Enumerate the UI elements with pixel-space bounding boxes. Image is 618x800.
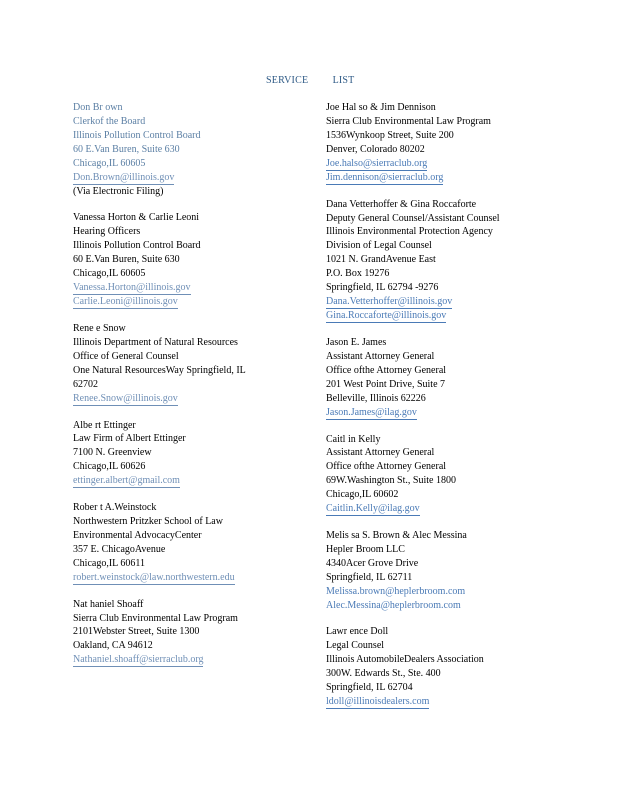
service-list-right-column (326, 101, 541, 722)
recipient-name: Albe rt Ettinger (73, 419, 136, 431)
recipient-name: Melis sa S. Brown & Alec Messina (326, 530, 467, 542)
recipient-title: Hearing Officers (73, 226, 141, 238)
recipient-address: One Natural ResourcesWay Springfield, IL (73, 364, 246, 376)
email-link[interactable]: ldoll@illinoisdealers.com (326, 696, 430, 707)
recipient-address: 4340Acer Grove Drive (326, 557, 419, 569)
recipient-entry (326, 101, 541, 185)
recipient-city: Chicago,IL 60602 (326, 489, 399, 501)
recipient-name: Joe Hal so & Jim Dennison (326, 102, 436, 113)
recipient-organization: Northwestern Pritzker School of Law (73, 516, 223, 528)
recipient-organization: Illinois Pollution Control Board (73, 240, 201, 252)
recipient-city: Springfield, IL 62704 (326, 682, 413, 694)
email-link[interactable]: Melissa.brown@heplerbroom.com (326, 585, 466, 597)
recipient-address: 60 E.Van Buren, Suite 630 (73, 254, 180, 266)
email-link[interactable]: Don.Brown@illinois.gov (73, 171, 175, 183)
recipient-organization: Illinois Pollution Control Board (73, 129, 201, 141)
recipient-city: Chicago,IL 60605 (73, 268, 146, 280)
recipient-address: 201 West Point Drive, Suite 7 (326, 378, 446, 390)
recipient-entry (73, 322, 288, 406)
email-link[interactable]: robert.weinstock@law.northwestern.edu (73, 571, 235, 583)
recipient-city: Springfield, IL 62794 -9276 (326, 282, 439, 294)
recipient-organization: Sierra Club Environmental Law Program (73, 612, 238, 624)
recipient-name: Rene e Snow (73, 322, 126, 334)
email-link[interactable]: Jason.James@ilag.gov (326, 406, 417, 418)
recipient-office: Office of General Counsel (73, 350, 179, 362)
recipient-organization: Law Firm of Albert Ettinger (73, 433, 186, 445)
recipient-organization: Illinois Environmental Protection Agency (326, 226, 493, 238)
recipient-office: Environmental AdvocacyCenter (73, 529, 202, 541)
email-link[interactable]: Dana.Vetterhoffer@illinois.gov (326, 295, 453, 307)
recipient-entry (326, 198, 541, 323)
recipient-city: Chicago,IL 60605 (73, 157, 146, 169)
recipient-address: 2101Webster Street, Suite 1300 (73, 626, 200, 638)
recipient-entry (73, 501, 288, 585)
recipient-division: Division of Legal Counsel (326, 240, 432, 252)
email-link[interactable]: Nathaniel.shoaff@sierraclub.org (73, 654, 204, 666)
recipient-city: Chicago,IL 60611 (73, 557, 146, 569)
email-link[interactable]: Gina.Roccaforte@illinois.gov (326, 309, 447, 321)
recipient-name: Lawr ence Doll (326, 626, 389, 638)
recipient-name: Rober t A.Weinstock (73, 502, 157, 514)
recipient-name: Jason E. James (326, 336, 387, 348)
service-list-left-column (73, 101, 288, 680)
recipient-title: Legal Counsel (326, 640, 385, 652)
recipient-address: 300W. Edwards St., Ste. 400 (326, 668, 441, 680)
recipient-address: 7100 N. Greenview (73, 447, 152, 459)
recipient-title: Deputy General Counsel/Assistant Counsel (326, 212, 500, 224)
email-link[interactable]: Carlie.Leoni@illinois.gov (73, 295, 178, 307)
recipient-title: Clerkof the Board (73, 115, 146, 127)
recipient-organization: Hepler Broom LLC (326, 543, 405, 555)
recipient-organization: Office ofthe Attorney General (326, 461, 447, 473)
recipient-city: Denver, Colorado 80202 (326, 143, 425, 155)
email-link[interactable]: Jim.dennison@sierraclub.org (326, 171, 444, 183)
recipient-city: Belleville, Illinois 62226 (326, 392, 426, 404)
filing-note: (Via Electronic Filing) (73, 185, 164, 197)
recipient-name: Vanessa Horton & Carlie Leoni (73, 212, 200, 224)
recipient-title: Assistant Attorney General (326, 350, 435, 362)
recipient-city: Springfield, IL 62711 (326, 571, 413, 583)
recipient-po-box: P.O. Box 19276 (326, 268, 390, 280)
recipient-organization: Illinois Department of Natural Resources (73, 336, 238, 348)
recipient-name: Don Br own (73, 102, 123, 113)
email-link[interactable]: Alec.Messina@heplerbroom.com (326, 599, 461, 611)
recipient-address: 60 E.Van Buren, Suite 630 (73, 143, 180, 155)
recipient-address: 69W.Washington St., Suite 1800 (326, 475, 456, 487)
recipient-organization: Sierra Club Environmental Law Program (326, 115, 491, 127)
recipient-entry (73, 211, 288, 309)
recipient-entry (326, 433, 541, 517)
page-title: SERVICE LIST (266, 75, 355, 86)
recipient-address: 1536Wynkoop Street, Suite 200 (326, 129, 454, 141)
recipient-city: Chicago,IL 60626 (73, 461, 146, 473)
recipient-name: Caitl in Kelly (326, 433, 381, 445)
email-link[interactable]: Caitlin.Kelly@ilag.gov (326, 503, 420, 515)
recipient-address: 357 E. ChicagoAvenue (73, 543, 166, 555)
recipient-entry (73, 419, 288, 489)
recipient-city: Oakland, CA 94612 (73, 640, 153, 652)
recipient-organization: Office ofthe Attorney General (326, 364, 447, 376)
recipient-organization: Illinois AutomobileDealers Association (326, 654, 484, 666)
recipient-entry (73, 598, 288, 668)
recipient-entry (326, 529, 541, 612)
email-link[interactable]: ettinger.albert@gmail.com (73, 475, 180, 487)
recipient-name: Dana Vetterhoffer & Gina Roccaforte (326, 198, 477, 210)
recipient-entry (73, 101, 288, 198)
recipient-address: 1021 N. GrandAvenue East (326, 254, 436, 266)
email-link[interactable]: Renee.Snow@illinois.gov (73, 392, 178, 404)
recipient-entry (326, 336, 541, 420)
recipient-title: Assistant Attorney General (326, 447, 435, 459)
email-link[interactable]: Joe.halso@sierraclub.org (326, 157, 428, 169)
email-link[interactable]: Vanessa.Horton@illinois.gov (73, 281, 191, 293)
recipient-zip: 62702 (73, 378, 98, 390)
recipient-entry (326, 625, 541, 709)
recipient-name: Nat haniel Shoaff (73, 598, 144, 610)
